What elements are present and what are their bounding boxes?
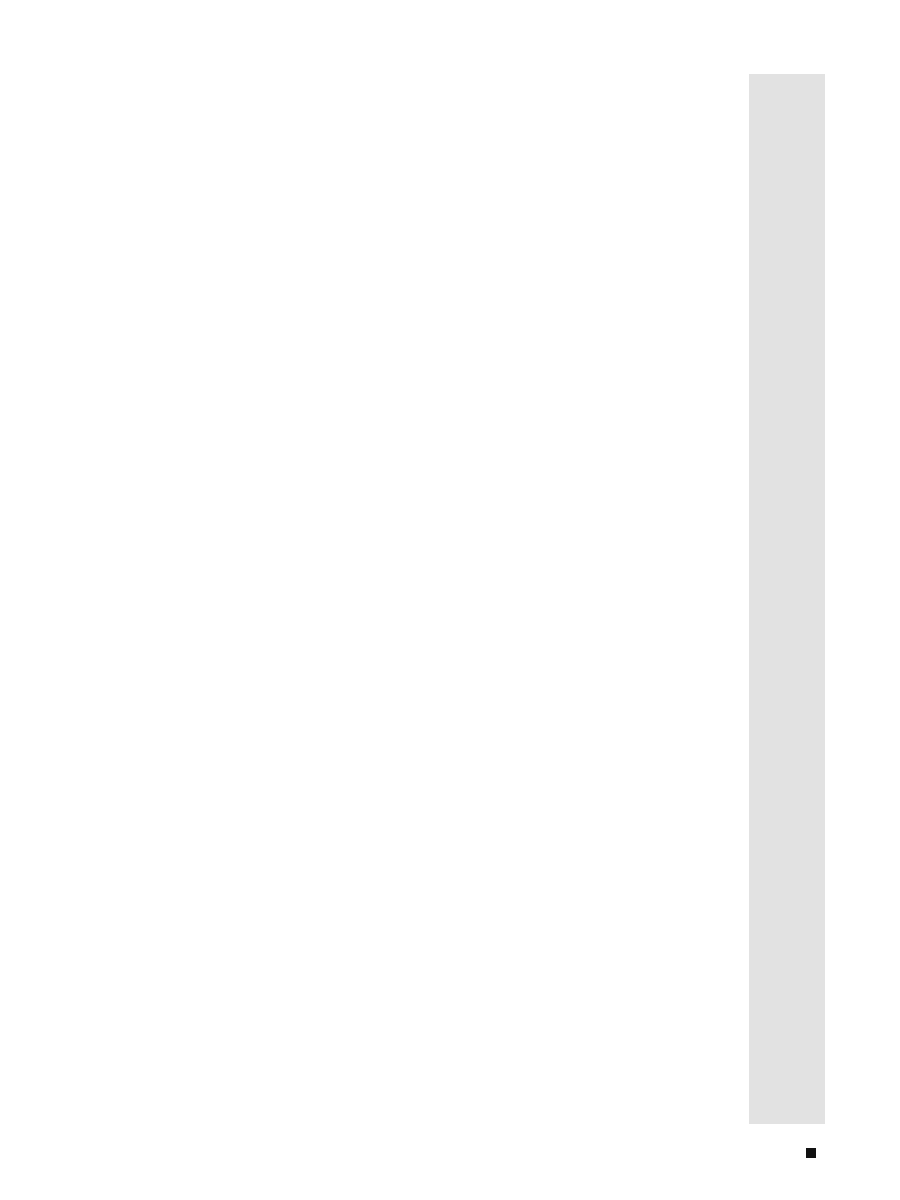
gray-margin-tab (749, 74, 825, 1124)
page-footer (798, 1148, 824, 1158)
table-of-contents (74, 70, 714, 96)
square-bullet-icon (806, 1148, 816, 1158)
